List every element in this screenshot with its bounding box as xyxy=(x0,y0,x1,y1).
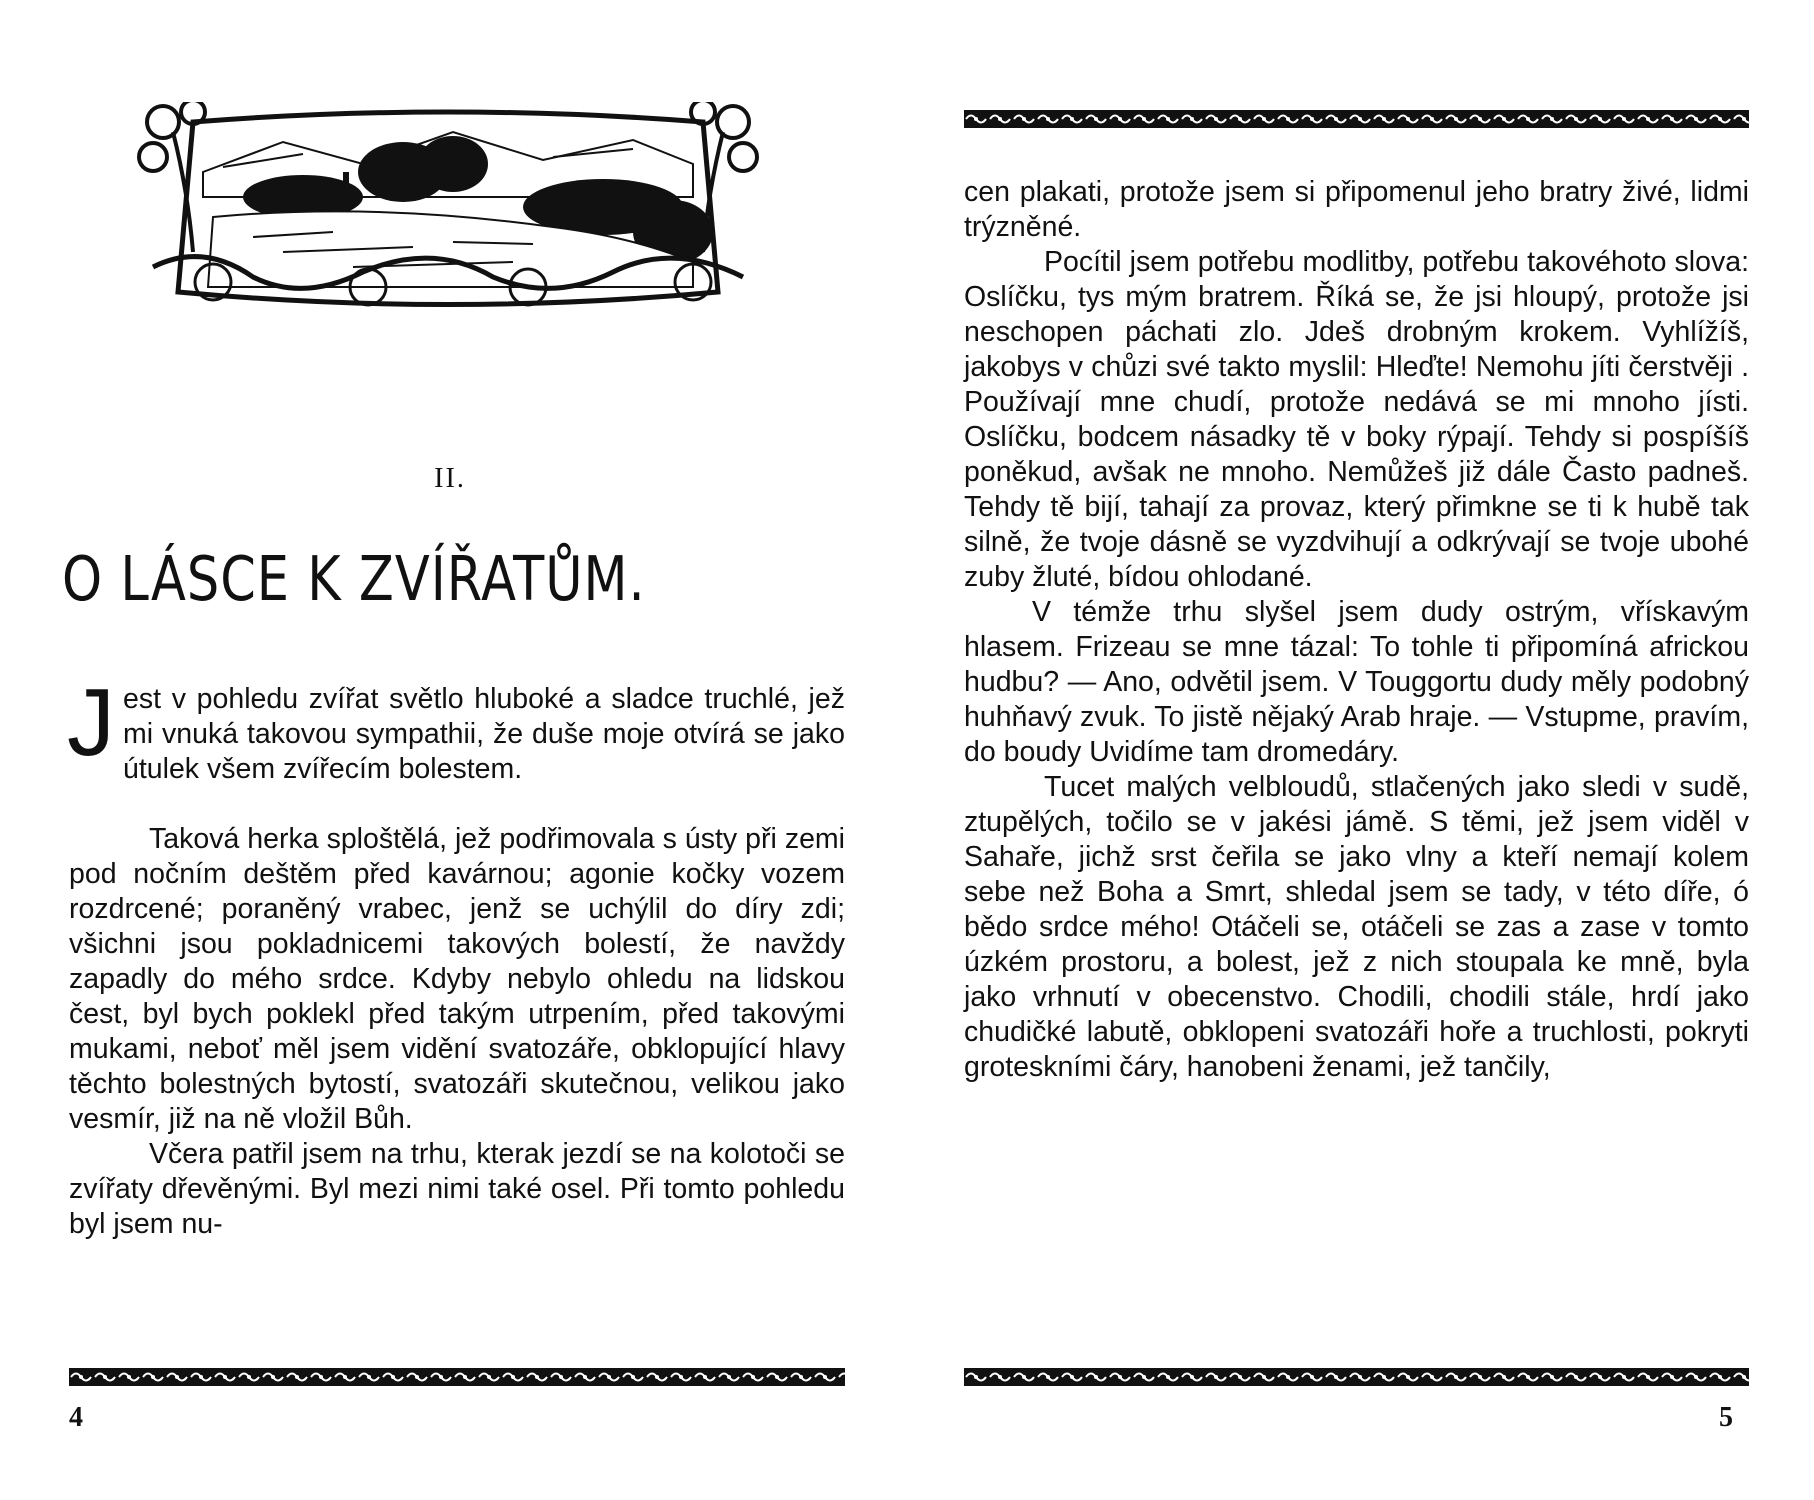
paragraph xyxy=(67,669,845,822)
paragraph: V témže trhu slyšel jsem dudy ostrým, vřískavým hlasem. Frizeau se mne tázal: To tohle ti připomíná africkou hudbu? — Ano, odvětil jsem. V Touggortu dudy měly podobný huhňavý zvuk. To jistě nějaký Arab hraje. — Vstupme, pravím, do boudy Uvidíme tam dromedáry. xyxy=(964,596,1749,768)
ornamental-rule-icon xyxy=(964,1368,1749,1386)
page-number: 4 xyxy=(69,1402,83,1433)
ornamental-rule-icon xyxy=(964,110,1749,128)
page-number: 5 xyxy=(1719,1402,1733,1433)
right-body-text xyxy=(964,175,1749,1085)
right-page xyxy=(907,0,1814,1500)
paragraph: Pocítil jsem potřebu modlitby, potřebu takovéhoto slova: Oslíčku, tys mým bratrem. Říká se, že jsi hloupý, protože jsi neschopen páchati zlo. Jdeš drobným krokem. Vyhlížíš, jakobys v chůzi své takto myslil: Hleďte! Nemohu jíti čerstvěji . Používají mne chudí, protože nedává se mi mnoho jísti. Oslíčku, bodcem násadky tě v boky rýpají. Tehdy si pospíšíš poněkud, avšak ne mnoho. Nemůžeš již dále Často padneš. Tehdy tě bijí, tahají za provaz, který přimkne se ti k hubě tak silně, že tvoje dásně se vyzdvihují a odkrývají se tvoje ubohé zuby žluté, bídou ohlodané. xyxy=(964,246,1749,593)
ornamental-rule-icon xyxy=(69,1368,845,1386)
paragraph: Taková herka sploštělá, jež podřimovala s ústy při zemi pod nočním deštěm před kavárnou; agonie kočky vozem rozdrcené; poraněný vrabec, jenž se uchýlil do díry zdi; všichni jsou pokladnicemi takových bolestí, že navždy zapadly do mého srdce. Kdyby nebylo ohledu na lidskou čest, byl bych poklekl před takým utrpením, před takovými mukami, neboť měl jsem vidění svatozáře, obklopující hlavy těchto bolestných bytostí, svatozáři skutečnou, velikou jako vesmír, již na ně vložil Bůh. xyxy=(69,823,845,1135)
chapter-number: II. xyxy=(434,463,466,494)
paragraph: cen plakati, protože jsem si připomenul jeho bratry živé, lidmi trýzněné. xyxy=(964,176,1749,243)
landscape-vignette-icon xyxy=(133,102,763,317)
left-body-text xyxy=(67,669,845,1242)
chapter-title: O LÁSCE K ZVÍŘATŮM. xyxy=(62,545,646,616)
drop-cap: J xyxy=(67,669,115,776)
paragraph: Tucet malých velbloudů, stlačených jako sledi v sudě, ztupělých, točilo se v jakési jámě. S těmi, jež jsem viděl v Sahaře, jichž srst čeřila se jako vlny a kteří nemají kolem sebe než Boha a Smrt, shledal jsem se tady, v této díře, ó bědo srdce mého! Otáčeli se, otáčeli se zas a zase v tomto úzkém prostoru, a bolest, jež z nich stoupala ke mně, byla jako vrhnutí v obecenstvo. Chodili, chodili stále, hrdí jako chudičké labutě, obklopeni svatozáři hoře a truchlosti, pokryti groteskními čáry, hanobeni ženami, jež tančily, xyxy=(964,771,1749,1083)
paragraph-text: est v pohledu zvířat světlo hluboké a sladce truchlé, jež mi vnuká takovou sympathii, že duše moje otvírá se jako útulek všem zvířecím bolestem. xyxy=(123,683,845,785)
paragraph: Včera patřil jsem na trhu, kterak jezdí se na kolotoči se zvířaty dřevěnými. Byl mezi nimi také osel. Při tomto pohledu byl jsem nu- xyxy=(69,1138,845,1240)
